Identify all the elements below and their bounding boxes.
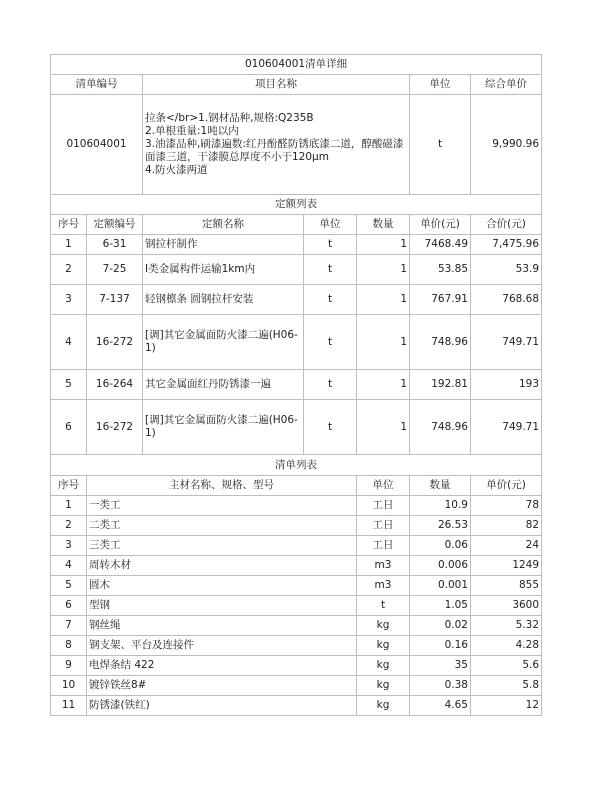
quota-row [51,255,542,285]
material-no: 4 [51,556,87,576]
materials-header-cell: 序号 [51,476,87,496]
material-no: 9 [51,656,87,676]
quota-name: Ⅰ类金属构件运输1km内 [143,255,304,285]
material-unit: 工日 [357,516,410,536]
material-name: 钢丝绳 [87,616,357,636]
material-no: 11 [51,696,87,716]
quota-code: 16-272 [87,315,143,370]
material-qty: 0.006 [410,556,471,576]
item-code: 010604001 [51,95,143,195]
material-name: 二类工 [87,516,357,536]
material-price: 12 [471,696,542,716]
quota-total: 768.68 [471,285,542,315]
quota-code: 6-31 [87,235,143,255]
quota-section-row [51,195,542,215]
material-unit: m3 [357,556,410,576]
quota-no: 5 [51,370,87,400]
material-no: 5 [51,576,87,596]
quota-code: 16-264 [87,370,143,400]
item-name-header: 项目名称 [143,75,410,95]
material-row [51,576,542,596]
material-price: 5.8 [471,676,542,696]
material-no: 8 [51,636,87,656]
material-qty: 0.38 [410,676,471,696]
quota-row [51,370,542,400]
item-description [143,95,410,195]
material-no: 2 [51,516,87,536]
quota-qty: 1 [357,255,410,285]
materials-header-row [51,476,542,496]
quota-no: 6 [51,400,87,455]
material-qty: 0.16 [410,636,471,656]
material-price: 5.6 [471,656,542,676]
quota-qty: 1 [357,370,410,400]
quota-row [51,285,542,315]
material-name: 周转木材 [87,556,357,576]
quota-no: 2 [51,255,87,285]
quota-name: 钢拉杆制作 [143,235,304,255]
item-row [51,95,542,195]
quota-code: 7-25 [87,255,143,285]
material-qty: 35 [410,656,471,676]
quota-code: 7-137 [87,285,143,315]
quota-total: 749.71 [471,315,542,370]
quota-unit: t [304,285,357,315]
material-unit: kg [357,696,410,716]
material-unit: kg [357,656,410,676]
material-qty: 1.05 [410,596,471,616]
item-price-header: 综合单价 [471,75,542,95]
material-qty: 0.02 [410,616,471,636]
material-price: 855 [471,576,542,596]
material-row [51,616,542,636]
quota-name: 轻钢檩条 圆钢拉杆安装 [143,285,304,315]
material-row [51,636,542,656]
item-code-header: 清单编号 [51,75,143,95]
item-desc-line: 4.防火漆两道 [145,164,208,176]
quota-price: 748.96 [410,400,471,455]
quota-header-cell: 定额编号 [87,215,143,235]
materials-header-cell: 单位 [357,476,410,496]
material-name: 型钢 [87,596,357,616]
materials-section-title: 清单列表 [51,455,542,476]
material-row [51,496,542,516]
item-desc-line: 2.单根重量:1吨以内 [145,125,239,137]
quota-unit: t [304,370,357,400]
material-no: 1 [51,496,87,516]
quota-price: 748.96 [410,315,471,370]
quota-name: [调]其它金属面防火漆二遍(H06-1) [143,315,304,370]
quota-code: 16-272 [87,400,143,455]
quota-price: 7468.49 [410,235,471,255]
quota-qty: 1 [357,400,410,455]
material-unit: kg [357,676,410,696]
material-no: 10 [51,676,87,696]
quota-header-cell: 数量 [357,215,410,235]
quota-unit: t [304,255,357,285]
item-desc-line: 拉条</br>1.钢材品种,规格:Q235B [145,112,314,124]
material-unit: 工日 [357,536,410,556]
quota-row [51,235,542,255]
quota-unit: t [304,400,357,455]
quota-qty: 1 [357,315,410,370]
item-desc-line: 3.油漆品种,刷漆遍数:红丹酚醛防锈底漆二道，醇酸磁漆面漆三道，干漆膜总厚度不小于120μm [145,138,404,163]
page-title: 010604001清单详细 [51,55,542,75]
material-name: 镀锌铁丝8# [87,676,357,696]
quota-unit: t [304,315,357,370]
quota-name: 其它金属面红丹防锈漆一遍 [143,370,304,400]
quota-row [51,315,542,370]
material-unit: kg [357,616,410,636]
quota-no: 3 [51,285,87,315]
quota-total: 749.71 [471,400,542,455]
material-row [51,536,542,556]
quota-qty: 1 [357,235,410,255]
quota-section-title: 定额列表 [51,195,542,215]
quota-total: 193 [471,370,542,400]
material-price: 5.32 [471,616,542,636]
quota-header-cell: 序号 [51,215,87,235]
material-name: 一类工 [87,496,357,516]
quota-total: 53.9 [471,255,542,285]
material-row [51,516,542,536]
material-unit: m3 [357,576,410,596]
material-row [51,596,542,616]
quota-row [51,400,542,455]
material-price: 78 [471,496,542,516]
materials-header-cell: 单价(元) [471,476,542,496]
quota-header-row [51,215,542,235]
quota-price: 192.81 [410,370,471,400]
material-row [51,676,542,696]
material-no: 7 [51,616,87,636]
material-price: 1249 [471,556,542,576]
materials-header-cell: 数量 [410,476,471,496]
quota-no: 4 [51,315,87,370]
material-qty: 0.06 [410,536,471,556]
quota-total: 7,475.96 [471,235,542,255]
quota-unit: t [304,235,357,255]
quota-qty: 1 [357,285,410,315]
materials-header-cell: 主材名称、规格、型号 [87,476,357,496]
item-price: 9,990.96 [471,95,542,195]
material-price: 3600 [471,596,542,616]
material-row [51,696,542,716]
material-name: 防锈漆(铁红) [87,696,357,716]
quota-no: 1 [51,235,87,255]
material-no: 6 [51,596,87,616]
quota-header-cell: 单价(元) [410,215,471,235]
material-qty: 4.65 [410,696,471,716]
quota-header-cell: 定额名称 [143,215,304,235]
material-unit: 工日 [357,496,410,516]
quota-price: 53.85 [410,255,471,285]
item-unit: t [410,95,471,195]
material-qty: 0.001 [410,576,471,596]
material-price: 82 [471,516,542,536]
bill-detail-table [50,54,542,716]
material-qty: 26.53 [410,516,471,536]
material-no: 3 [51,536,87,556]
item-unit-header: 单位 [410,75,471,95]
quota-header-cell: 单位 [304,215,357,235]
material-name: 电焊条结 422 [87,656,357,676]
material-name: 三类工 [87,536,357,556]
material-name: 钢支架、平台及连接件 [87,636,357,656]
material-name: 圆木 [87,576,357,596]
material-row [51,556,542,576]
material-price: 4.28 [471,636,542,656]
title-row [51,55,542,75]
quota-price: 767.91 [410,285,471,315]
material-unit: t [357,596,410,616]
quota-header-cell: 合价(元) [471,215,542,235]
material-row [51,656,542,676]
item-header-row [51,75,542,95]
quota-name: [调]其它金属面防火漆二遍(H06-1) [143,400,304,455]
material-unit: kg [357,636,410,656]
material-qty: 10.9 [410,496,471,516]
material-price: 24 [471,536,542,556]
materials-section-row [51,455,542,476]
